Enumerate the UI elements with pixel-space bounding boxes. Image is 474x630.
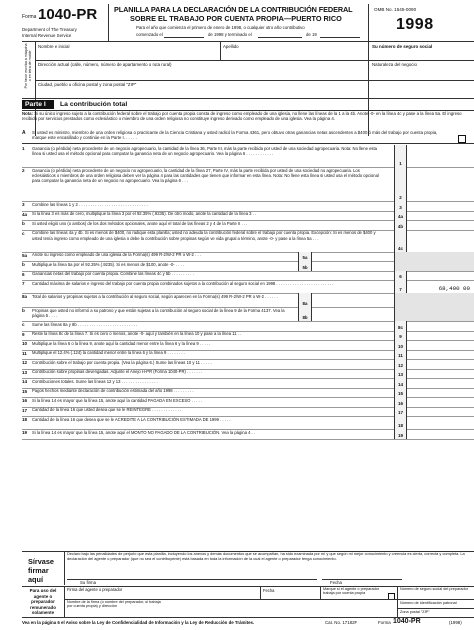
amount-field[interactable] <box>406 321 474 331</box>
amount-field[interactable] <box>406 416 474 429</box>
header-divider-left <box>108 4 109 41</box>
preparer-ssn-divider <box>397 586 398 617</box>
shaded-column <box>394 293 474 307</box>
box-number-label: 2 <box>399 195 402 200</box>
line-text: Ganancia (o pérdida) neta procedente de un negocio agropecuario, la cantidad de la línea 36, Parte III, más la parte recibida por usted de una sociedad agropecuaria. Nota: No llene esta línea si usted usa el método opcional para computar la ganancia neta de un negocio agropecuario. Vea la página 6 . . . . . . . . . . . . <box>32 145 377 156</box>
ident-bottom-rule <box>22 98 474 99</box>
preparer-ein-label: Número de identificación patronal <box>400 601 457 605</box>
preparer-side-divider <box>64 586 65 617</box>
line-number: 10 <box>22 341 28 346</box>
line-text: Multiplique la línea 6 o la línea 9, anote aquí la cantidad menor entre la línea 6 y la línea 9 . . . . . <box>32 340 211 346</box>
box-number-label: 14 <box>397 381 403 387</box>
line-text: Multiplique la línea 5a por el 92.35% (.9235). Si es menos de $100, anote -0- . . . . <box>32 261 185 267</box>
line-text: Sume las líneas 8a y 8b . . . . . . . . . . . . . . . . . . . . . . . . . . <box>32 321 138 327</box>
line-text: Ganancias netas del trabajo por cuenta propia. Combine las líneas 4c y 5b . . . . . . . . . . <box>32 271 194 277</box>
line-number: 9 <box>22 331 25 337</box>
name-field[interactable] <box>38 49 218 58</box>
line-number: c <box>22 230 25 236</box>
footer-form-number: 1040-PR <box>393 618 421 625</box>
line-text: Si usted eligió uno (o ambos) de los dos métodos opcionales, anote aquí el total de las líneas 2 y 4 de la Parte II . . . <box>32 220 248 226</box>
lineA-checkbox[interactable] <box>458 135 466 143</box>
city-label: Ciudad, pueblo u oficina postal y zona postal "ZIP" <box>38 82 137 87</box>
line-text: Cantidad máxima de salarios e ingreso del trabajo por cuenta propia combinados sujetos a la contribución al seguro social en 1998 . . . . . . . . . . . . . . . . . . . . . . . . . <box>32 280 334 286</box>
line-number: b <box>22 262 25 267</box>
inner-box-number <box>298 252 312 262</box>
line-row-1 <box>22 145 474 168</box>
inner-box-label: 5a <box>302 255 308 260</box>
sign-date-field[interactable] <box>322 570 402 580</box>
box-number-label: 16 <box>397 400 403 406</box>
line-text: Si la línea 14 es mayor que la línea 15, anote aquí la cantidad PAGADA EN EXCESO . . . . . <box>32 397 203 403</box>
inner-box-label: 5b <box>302 264 308 270</box>
line-row-8b <box>22 307 474 322</box>
line-text: Propinas que usted no informó a su patrono y que están sujetas a la contribución al seguro social de la línea 9 de la Forma 4137. Vea la página 5 . . . . <box>32 307 285 318</box>
line-number: 19 <box>22 430 28 435</box>
box-number-label: 1 <box>399 161 402 166</box>
box-number-label: 12 <box>397 362 403 368</box>
line-number: 6 <box>22 271 25 277</box>
sign-title-line1: Sírvase <box>28 557 54 566</box>
period-start-line <box>164 37 204 38</box>
tax-year: 1998 <box>396 16 434 33</box>
inner-amount-field[interactable] <box>311 293 391 307</box>
address-field[interactable] <box>38 67 364 76</box>
amount-value: 68,400 00 <box>438 285 470 292</box>
amount-field[interactable] <box>406 201 474 211</box>
inner-amount-field[interactable] <box>311 261 391 271</box>
lineA-letter: A <box>22 130 26 136</box>
shaded-column <box>394 252 474 262</box>
amount-field[interactable] <box>406 350 474 360</box>
ident-side-divider <box>35 42 36 136</box>
amount-field[interactable] <box>406 331 474 341</box>
note-text: Si su único ingreso sujeto a la contribución federal sobre el trabajo por cuenta propia consta de ingreso como empleado de una iglesia, no llene las líneas de la 1 a la 4b. Anote -0- en la línea 4c y pase a la línea 5a. El ingreso recibido por servicios prestados como eclesiástico o miembro de una orden religiosa no constituye ingreso derivado como empleado de una iglesia. Vea la página 4. <box>22 111 462 122</box>
ident-side-label: Por favor escriba a máquina o en letra de molde <box>24 43 32 89</box>
line-number: 11 <box>22 350 27 356</box>
box-number-label: 8c <box>397 324 403 330</box>
box-number-label: 3 <box>399 204 402 210</box>
line-text: Contribución sobre el trabajo por cuenta propia. (Vea la página 6.) Sume las líneas 10 y 11 . . . . . <box>32 359 212 365</box>
box-number-label: 9 <box>399 334 402 339</box>
amount-field[interactable] <box>406 429 474 439</box>
line-text: Pagos hechos mediante declaración de contribución estimada del año 1998 . . . . . . . . . <box>32 388 194 394</box>
ssn-divider <box>368 42 369 136</box>
inner-box-number <box>298 293 312 307</box>
period-start-label: comenzado el <box>136 32 163 37</box>
surname-field[interactable] <box>223 49 363 58</box>
box-number-label: 13 <box>397 372 403 377</box>
part1-badge-label: Parte I <box>25 100 46 108</box>
line-text: Multiplique el 12.4% (.124) la cantidad menor entre la línea 6 y la línea 9 . . . . . . . . <box>32 350 185 356</box>
line-text: Total de salarios y propinas sujetos a la contribución al seguro social, según aparecen en la Forma(s) 499 R-2/W-2 PR o W-2 . . . . . . <box>32 293 278 299</box>
box-number-label: 4b <box>397 223 404 229</box>
period-mid-label: de 1998 y terminado el <box>208 32 252 37</box>
nature-field[interactable] <box>372 67 472 76</box>
preparer-zip-label: Zona postal "ZIP" <box>400 610 430 614</box>
amount-field[interactable] <box>406 211 474 221</box>
footer-form-label: Forma <box>378 620 391 625</box>
shaded-column <box>394 307 474 321</box>
preparer-firm-field[interactable] <box>170 601 392 615</box>
amount-field[interactable] <box>406 388 474 398</box>
line-number: 1 <box>22 146 25 151</box>
header-divider-right <box>368 4 369 41</box>
box-number-label: 17 <box>397 410 403 415</box>
inner-box-number <box>298 307 312 321</box>
sign-divider <box>64 551 65 585</box>
part1-title: La contribución total <box>60 100 128 108</box>
line-text: Combine las líneas 4a y 4b. Si es menos de $400, no radique esta planilla; usted no adeuda la contribución federal sobre el trabajo por cuenta propia. Excepción: Si es menos de $400 y usted tenía ingreso como empleado de una iglesia o debe la contribución sobre propinas según ve vida grupal a término, anote -0- y pase a la línea 5a . . . <box>32 230 376 241</box>
line-number: 14 <box>22 379 28 384</box>
ident-row2-rule <box>35 80 474 81</box>
line-number: b <box>22 221 25 226</box>
line-text: Combine las líneas 1 y 2 . . . . . . . . . . . . . . . . . . . . . . . . . . . . . . <box>32 201 148 207</box>
line-text: Reste la línea 8c de la línea 7. Si es cero o menos, anote -0- aquí y también en la línea 10 y pase a la línea 11 . . <box>32 331 242 337</box>
irs-label: Internal Revenue Service <box>22 33 72 38</box>
line-text: Cantidad de la línea 16 que desea que se le ACREDITE A LA CONTRIBUCIÓN ESTIMADA DE 1999 . . . . . <box>32 416 231 422</box>
sign-declaration: Declaro bajo las penalidades de perjurio que esta planilla, incluyendo los anexos y demás documentos que se acompañan, ha sido examinada por mí y que según mi mejor conocimiento y creencia es cierta, correcta y completa. La declaración del agente o preparador (que no sea el contribuyente) está basada en toda la información de la cual el agente o preparador tenga conocimiento. <box>67 551 465 561</box>
name-divider <box>220 42 221 60</box>
omb-number: OMB No. 1545-0090 <box>374 7 417 12</box>
box-number-label: 10 <box>397 343 403 349</box>
period-end-label: de 19 <box>306 32 317 37</box>
city-field[interactable] <box>38 88 364 97</box>
name-label: Nombre e inicial <box>38 44 70 49</box>
preparer-firm-label: Nombre de la firma (o nombre del preparador, si trabaja por cuenta propia) y dirección <box>67 600 161 609</box>
shaded-column <box>394 261 474 271</box>
line-number: 12 <box>22 360 28 365</box>
amount-field[interactable] <box>406 280 474 293</box>
amount-field[interactable] <box>406 378 474 388</box>
box-number-label: 11 <box>398 353 403 358</box>
box-number-label: 18 <box>397 423 403 428</box>
preparer-ein-rule <box>397 608 474 609</box>
line-row-7 <box>22 280 474 294</box>
amount-field[interactable] <box>406 397 474 407</box>
line-number: c <box>22 322 25 327</box>
line-row-4c <box>22 230 474 253</box>
footer-cat: Cat. No. 17182F <box>325 620 358 625</box>
note-bold-label: Nota: <box>22 111 33 116</box>
line-row-19 <box>22 429 474 440</box>
box-number-label: 6 <box>399 274 402 279</box>
signature-label: Su firma <box>80 580 96 585</box>
footer-year: (1998) <box>449 620 462 625</box>
line-text: Ganancia (o pérdida) neta procedente de un negocio no agropecuario, la cantidad de la línea 27, Parte IV, más la parte recibida por usted de una sociedad no agropecuaria. Los eclesiásticos o miembros de una orden religiosa deben ver la página 4 para las cantidades que tienen que informar en esta línea. Nota: No llene esta línea si usted usa el método opcional para computar la ganancia neta de un negocio no agropecuario. Vea la página 6 . . . <box>32 167 379 184</box>
preparer-side-label: Para uso del agente o preparador remunerado solamente <box>29 588 57 616</box>
line-text: Contribución sobre propinas devengadas. Adjunte el Anejo H-PR (Forma 1040-PR) . . . . . . . <box>32 369 203 375</box>
line-number: 7 <box>22 281 25 286</box>
line-number: b <box>22 308 25 313</box>
footer-notice: Vea en la página 6 el Aviso sobre la Ley de Confidencialidad de Información y la Ley de Reducción de Trámites. <box>22 620 255 625</box>
line-text: Contribuciones totales. Sume las líneas 12 y 13 . . . . . . . . . . . . . . . . <box>32 378 158 384</box>
line-number: 4a <box>22 211 28 217</box>
line-number: 16 <box>22 398 28 403</box>
preparer-self-label: Marque si el agente o preparador trabaja por cuenta propia <box>323 587 380 596</box>
preparer-date-label: Fecha <box>263 588 275 593</box>
line-number: 5a <box>22 252 28 258</box>
sign-title-line3: aquí <box>28 575 43 584</box>
amount-field[interactable] <box>406 359 474 369</box>
form-label: Forma <box>22 14 37 20</box>
box-number-label: 7 <box>399 287 402 292</box>
inner-amount-field[interactable] <box>311 252 391 262</box>
inner-amount-field[interactable] <box>311 307 391 321</box>
line-number: 2 <box>22 168 25 173</box>
box-number-label: 4c <box>397 245 403 251</box>
period-year-line <box>320 37 360 38</box>
preparer-self-divider <box>320 586 321 599</box>
line-row-18 <box>22 416 474 430</box>
ident-row1-rule <box>35 60 474 61</box>
nature-label: Naturaleza del negocio <box>372 62 417 67</box>
department-label: Department of The Treasury <box>22 27 77 32</box>
amount-field[interactable] <box>406 220 474 230</box>
amount-field[interactable] <box>406 340 474 350</box>
preparer-signature-field[interactable] <box>140 588 258 598</box>
line-text: Si la línea 3 es más de cero, multiplique la línea 3 por el 92.35% (.9235). De otro modo, anote la cantidad de la línea 3 . . <box>32 211 257 217</box>
form-number: 1040-PR <box>38 6 98 23</box>
lineA-rule <box>22 143 474 144</box>
inner-box-label: 8b <box>302 315 308 320</box>
sign-title-line2: firmar <box>28 566 49 575</box>
line-text: Cantidad de la línea 16 que usted desea que se le REINTEGRE . . . . . . . . . . . . . <box>32 407 182 413</box>
amount-field[interactable] <box>406 230 474 252</box>
line-number: 8a <box>22 294 28 299</box>
inner-box-label: 8a <box>302 301 308 306</box>
part1-note <box>22 111 468 122</box>
period-line1: Para el año que comienza el primero de enero de 1998, o cualquier otro año contributivo <box>136 25 305 30</box>
line-number: 13 <box>22 369 28 375</box>
ssn-field[interactable] <box>372 49 472 58</box>
surname-label: Apellido <box>223 44 239 49</box>
box-number-label: 19 <box>397 433 403 438</box>
line-number: 18 <box>22 417 28 422</box>
line-text: Si la línea 14 es mayor que la línea 15, anote aquí el MONTO NO PAGADO DE LA CONTRIBUCIÓN. Vea la página 4 . . <box>32 429 256 435</box>
line-number: 17 <box>22 407 28 413</box>
amount-field[interactable] <box>406 167 474 201</box>
box-number-label: 15 <box>397 391 403 396</box>
sign-date-label: Fecha <box>330 580 342 585</box>
form-title-line2: SOBRE EL TRABAJO POR CUENTA PROPIA—PUERTO RICO <box>130 14 342 23</box>
period-end-line <box>258 37 302 38</box>
line-number: 3 <box>22 202 25 207</box>
ssn-label: Su número de seguro social <box>372 44 433 49</box>
address-label: Dirección actual (calle, número, número de apartamento o ruta rural) <box>38 62 172 67</box>
preparer-firma-label: Firma del agente o preparador <box>67 587 123 592</box>
line-row-8a <box>22 293 474 308</box>
line-number: 15 <box>22 388 28 394</box>
lineA-text: Si usted es ministro, miembro de una orden religiosa o practicante de la Ciencia Cristiana y usted radicó la Forma 4361, pero obtuvo otras ganancias netas ascendentes a $400 ó más del trabajo por cuenta propia, marque este encasillado y continúe en la Parte I. . . . . . <box>32 130 438 141</box>
line-text: Anote su ingreso como empleado de una iglesia de la Forma(s) 499 R-2/W-2 PR o W-2 . . . <box>32 252 201 258</box>
amount-field[interactable] <box>406 145 474 167</box>
preparer-date-divider <box>260 586 261 599</box>
signature-field[interactable] <box>67 570 317 580</box>
amount-field[interactable] <box>406 407 474 417</box>
amount-field[interactable] <box>406 369 474 379</box>
preparer-ssn-label: Número de seguro social del preparador <box>400 587 468 591</box>
inner-box-number <box>298 261 312 271</box>
form-title-line1: PLANILLA PARA LA DECLARACIÓN DE LA CONTRIBUCIÓN FEDERAL <box>114 5 353 14</box>
header-bottom-rule <box>22 41 474 42</box>
line-row-2 <box>22 167 474 202</box>
amount-field[interactable] <box>406 271 474 281</box>
box-number-label: 4a <box>397 214 403 219</box>
